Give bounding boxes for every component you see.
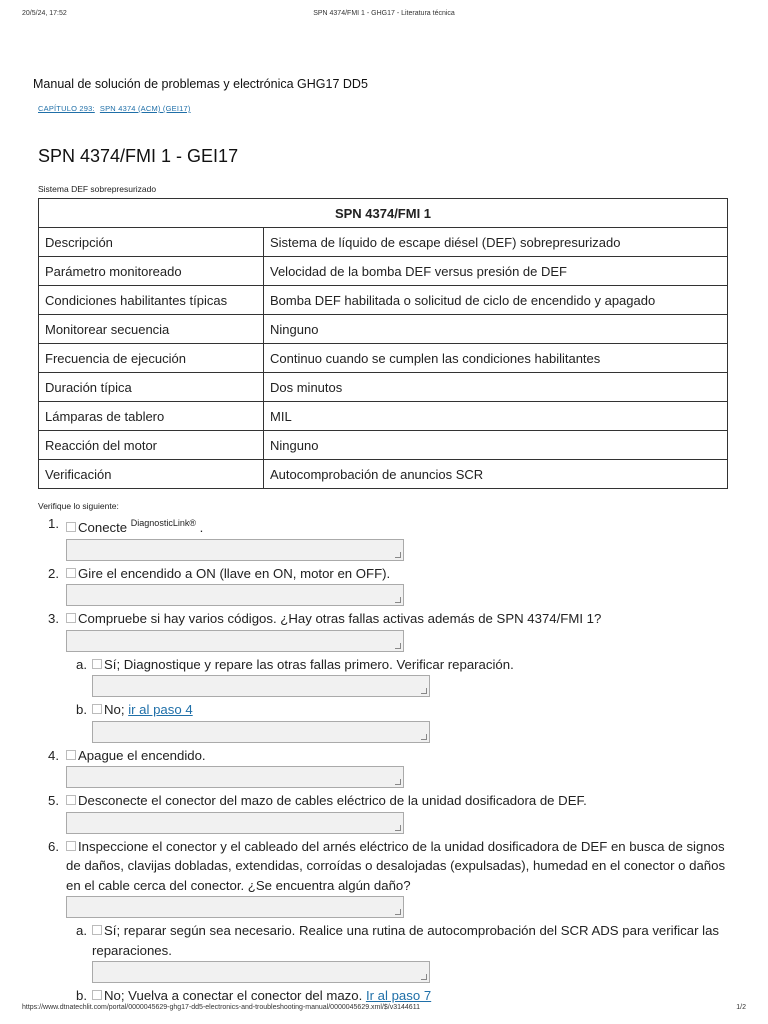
checkbox-icon[interactable] [92, 925, 102, 935]
page-number: 1/2 [736, 1004, 746, 1011]
notes-field[interactable] [66, 766, 404, 788]
verify-caption: Verifique lo siguiente: [38, 501, 119, 511]
row-value: Autocomprobación de anuncios SCR [264, 460, 728, 489]
steps-list [38, 514, 738, 1006]
checkbox-icon[interactable] [66, 750, 76, 760]
table-row [39, 460, 728, 489]
breadcrumb-item-link[interactable]: SPN 4374 (ACM) (GEI17) [99, 104, 191, 113]
row-label: Duración típica [39, 373, 264, 402]
step-number: 5. [48, 793, 59, 808]
step-text: Compruebe si hay varios códigos. ¿Hay otras fallas activas además de SPN 4374/FMI 1? [78, 611, 602, 626]
notes-field[interactable] [92, 721, 430, 743]
breadcrumb-chapter-link[interactable]: CAPÍTULO 293: [38, 104, 95, 113]
sub-list-item [66, 986, 738, 1006]
row-label: Condiciones habilitantes típicas [39, 286, 264, 315]
table-header: SPN 4374/FMI 1 [39, 199, 728, 228]
substep-letter: a. [76, 656, 87, 672]
row-label: Reacción del motor [39, 431, 264, 460]
sub-list-item [66, 921, 738, 983]
row-value: Dos minutos [264, 373, 728, 402]
notes-field[interactable] [66, 812, 404, 834]
substep-letter: b. [76, 702, 87, 717]
print-tab-title: SPN 4374/FMI 1 - GHG17 - Literatura técnica [313, 10, 455, 17]
row-label: Parámetro monitoreado [39, 257, 264, 286]
step-number: 6. [48, 838, 59, 854]
spn-info-table [38, 198, 728, 489]
step-number: 2. [48, 565, 59, 581]
checkbox-icon[interactable] [66, 613, 76, 623]
row-label: Lámparas de tablero [39, 402, 264, 431]
goto-step-4-link[interactable]: ir al paso 4 [128, 702, 193, 717]
checkbox-icon[interactable] [92, 990, 102, 1000]
step-number: 3. [48, 611, 59, 626]
substep-text: Sí; reparar según sea necesario. Realice una rutina de autocomprobación del SCR ADS para verificar las reparaciones. [92, 923, 720, 958]
goto-step-7-link[interactable]: Ir al paso 7 [365, 988, 432, 1003]
substep-text: No; Vuelva a conectar el conector del mazo. [104, 988, 366, 1003]
table-row [39, 402, 728, 431]
list-item [38, 746, 738, 789]
row-value: Continuo cuando se cumplen las condiciones habilitantes [264, 344, 728, 373]
table-row [39, 431, 728, 460]
sub-list-item [66, 700, 738, 743]
row-label: Monitorear secuencia [39, 315, 264, 344]
list-item [38, 564, 738, 607]
checkbox-icon[interactable] [66, 795, 76, 805]
notes-field[interactable] [92, 961, 430, 983]
substep-letter: a. [76, 923, 87, 938]
checkbox-icon[interactable] [92, 704, 102, 714]
list-item [38, 514, 738, 561]
table-row [39, 228, 728, 257]
table-row [39, 315, 728, 344]
document-title: Manual de solución de problemas y electrónica GHG17 DD5 [33, 77, 368, 91]
checkbox-icon[interactable] [92, 659, 102, 669]
page-title: SPN 4374/FMI 1 - GEI17 [38, 146, 239, 166]
row-value: Bomba DEF habilitada o solicitud de ciclo de encendido y apagado [264, 286, 728, 315]
list-item [38, 609, 738, 652]
breadcrumb [38, 104, 191, 113]
step-text: Apague el encendido. [78, 747, 206, 763]
checkbox-icon[interactable] [66, 841, 76, 851]
notes-field[interactable] [66, 896, 404, 918]
step-text: Desconecte el conector del mazo de cables eléctrico de la unidad dosificadora de DEF. [78, 793, 587, 808]
row-label: Descripción [39, 228, 264, 257]
list-item [38, 837, 738, 919]
row-value: Velocidad de la bomba DEF versus presión de DEF [264, 257, 728, 286]
step-number: 1. [48, 516, 59, 531]
notes-field[interactable] [92, 675, 430, 697]
row-value: Ninguno [264, 315, 728, 344]
step-superscript: DiagnosticLink® [130, 518, 196, 528]
table-row [39, 373, 728, 402]
substep-letter: b. [76, 988, 87, 1003]
step-number: 4. [48, 747, 59, 763]
row-label: Frecuencia de ejecución [39, 344, 264, 373]
notes-field[interactable] [66, 584, 404, 606]
table-row [39, 286, 728, 315]
print-header [22, 10, 746, 22]
checkbox-icon[interactable] [66, 522, 76, 532]
substep-text: No; [104, 702, 129, 717]
substep-text: Sí; Diagnostique y repare las otras fallas primero. Verificar reparación. [104, 656, 514, 672]
step-text: Inspeccione el conector y el cableado del arnés eléctrico de la unidad dosificadora de DEF en busca de signos de daños, clavijas dobladas, extendidas, corroídas o desalojadas (expulsadas), humedad en el conector o daños en el cable cerca del conector. ¿Se encuentra algún daño? [66, 838, 726, 893]
step-text: Conecte [78, 520, 128, 535]
sub-list-item [66, 655, 738, 698]
table-row [39, 257, 728, 286]
row-value: Sistema de líquido de escape diésel (DEF) sobrepresurizado [264, 228, 728, 257]
table-caption: Sistema DEF sobrepresurizado [38, 184, 157, 194]
print-datetime: 20/5/24, 17:52 [22, 10, 67, 17]
print-url: https://www.dtnatechlit.com/portal/0000045629-ghg17-dd5-electronics-and-troubleshooting-manual/0000045629.xml/$/v3144611 [22, 1004, 420, 1011]
step-tail: . [199, 520, 204, 535]
notes-field[interactable] [66, 630, 404, 652]
table-row [39, 344, 728, 373]
row-label: Verificación [39, 460, 264, 489]
list-item [38, 791, 738, 834]
checkbox-icon[interactable] [66, 568, 76, 578]
row-value: MIL [264, 402, 728, 431]
notes-field[interactable] [66, 539, 404, 561]
step-text: Gire el encendido a ON (llave en ON, motor en OFF). [78, 565, 391, 581]
row-value: Ninguno [264, 431, 728, 460]
